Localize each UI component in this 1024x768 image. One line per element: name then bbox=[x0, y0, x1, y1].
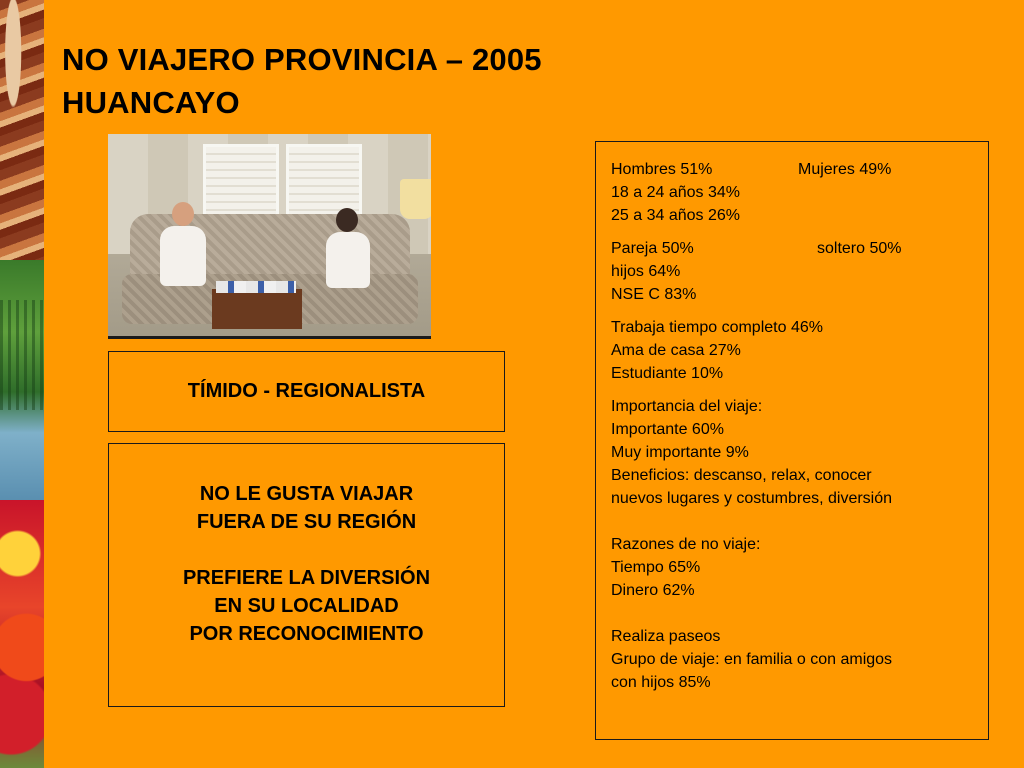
occupation-group bbox=[611, 316, 988, 385]
photo-head-woman bbox=[336, 208, 358, 232]
stat-age-25-34: 25 a 34 años 26% bbox=[611, 207, 740, 224]
photo-magazines bbox=[216, 281, 296, 293]
profile-label: TÍMIDO - REGIONALISTA bbox=[187, 380, 426, 402]
stats-box bbox=[595, 141, 989, 740]
collage-image-3 bbox=[0, 500, 44, 768]
photo-couple-on-sofa bbox=[108, 134, 431, 339]
photo-person-man bbox=[160, 226, 206, 286]
stat-marital-row bbox=[611, 237, 988, 260]
travel-group bbox=[611, 395, 988, 694]
stat-gender-row bbox=[611, 158, 988, 181]
collage-image-1 bbox=[0, 0, 44, 260]
stat-benefits-2: nuevos lugares y costumbres, diversión bbox=[611, 490, 893, 507]
photo-coffee-table bbox=[212, 289, 302, 329]
stat-student: Estudiante 10% bbox=[611, 365, 724, 382]
stat-single: soltero 50% bbox=[817, 240, 902, 257]
stat-money: Dinero 62% bbox=[611, 582, 695, 599]
collage-image-2 bbox=[0, 260, 44, 500]
slide-title bbox=[62, 38, 542, 124]
preference-line: POR RECONOCIMIENTO bbox=[189, 623, 424, 645]
stat-gender-female: Mujeres 49% bbox=[798, 161, 892, 178]
stat-time: Tiempo 65% bbox=[611, 559, 701, 576]
stat-children: hijos 64% bbox=[611, 263, 681, 280]
stat-benefits-1: Beneficios: descanso, relax, conocer bbox=[611, 467, 872, 484]
preferences-box bbox=[108, 443, 505, 707]
stat-housewife: Ama de casa 27% bbox=[611, 342, 741, 359]
preference-line: FUERA DE SU REGIÓN bbox=[196, 511, 417, 533]
stat-very-important: Muy importante 9% bbox=[611, 444, 749, 461]
stat-age-18-24: 18 a 24 años 34% bbox=[611, 184, 740, 201]
demographics-group bbox=[611, 158, 988, 227]
stat-reasons-title: Razones de no viaje: bbox=[611, 536, 761, 553]
photo-person-woman bbox=[326, 232, 370, 288]
stat-couple: Pareja 50% bbox=[611, 240, 694, 257]
stat-with-children: con hijos 85% bbox=[611, 674, 711, 691]
decorative-collage-strip bbox=[0, 0, 44, 768]
photo-head-man bbox=[172, 202, 194, 226]
preference-line: EN SU LOCALIDAD bbox=[214, 595, 399, 617]
stat-gender-male: Hombres 51% bbox=[611, 161, 713, 178]
photo-lamp bbox=[400, 179, 431, 219]
family-group bbox=[611, 237, 988, 306]
stat-nse: NSE C 83% bbox=[611, 286, 697, 303]
stat-fulltime: Trabaja tiempo completo 46% bbox=[611, 319, 823, 336]
stat-group: Grupo de viaje: en familia o con amigos bbox=[611, 651, 893, 668]
stat-important: Importante 60% bbox=[611, 421, 724, 438]
slide-title-line-1: NO VIAJERO PROVINCIA – 2005 bbox=[62, 42, 542, 77]
profile-box bbox=[108, 351, 505, 432]
slide-title-line-2: HUANCAYO bbox=[62, 85, 240, 120]
preference-line: PREFIERE LA DIVERSIÓN bbox=[182, 567, 431, 589]
preference-line: NO LE GUSTA VIAJAR bbox=[199, 483, 414, 505]
stat-importance-title: Importancia del viaje: bbox=[611, 398, 763, 415]
stat-outings: Realiza paseos bbox=[611, 628, 721, 645]
